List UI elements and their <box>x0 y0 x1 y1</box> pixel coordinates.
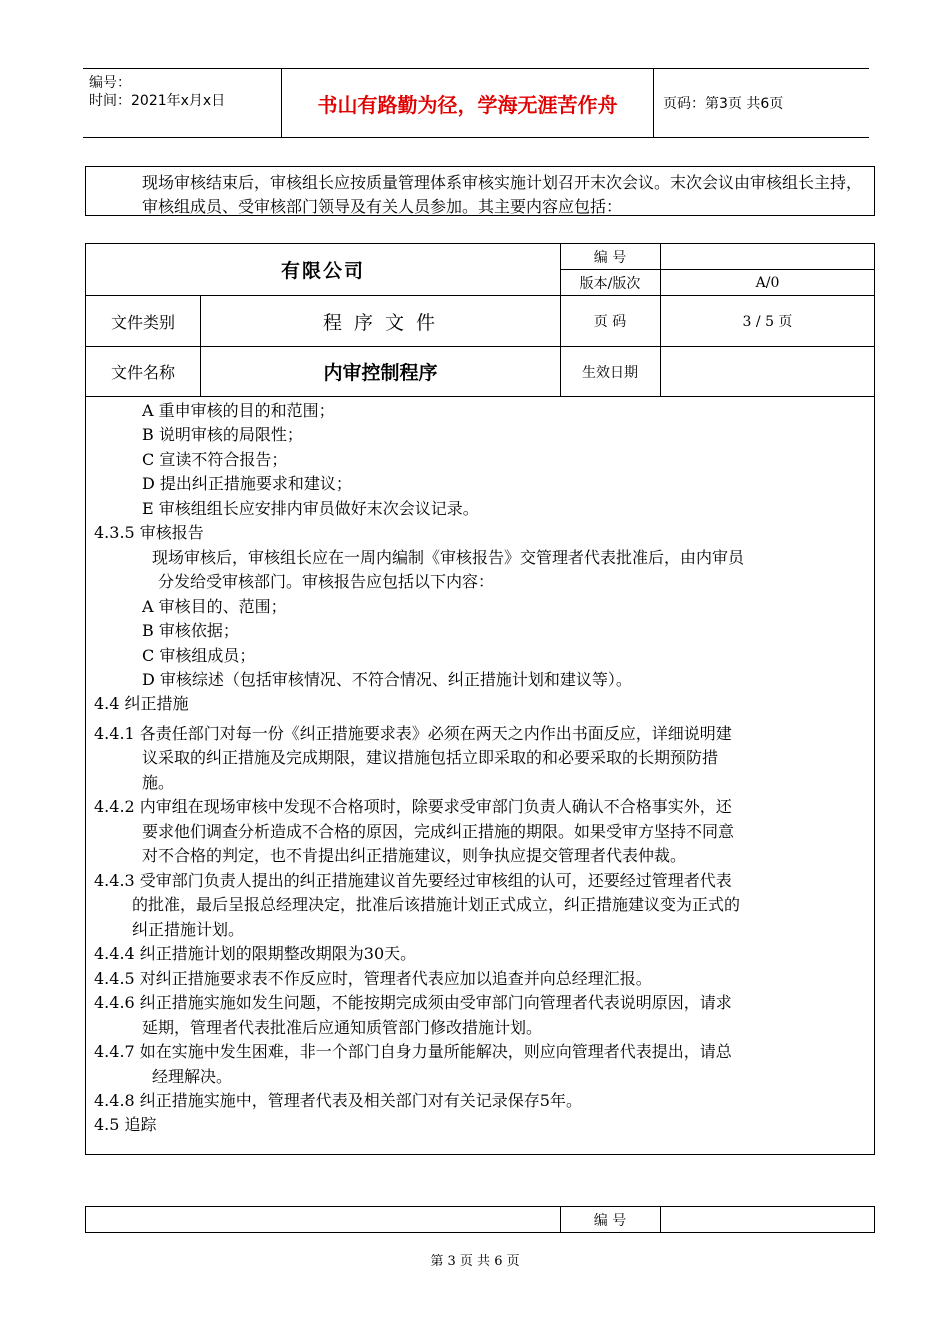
document-table <box>85 243 875 1155</box>
number-value <box>661 244 874 269</box>
body-line: 现场审核后，审核组长应在一周内编制《审核报告》交管理者代表批准后，由内审员 <box>152 548 745 567</box>
body-line: 4.4.8 纠正措施实施中，管理者代表及相关部门对有关记录保存5年。 <box>94 1091 582 1110</box>
body-line: 施。 <box>142 773 175 792</box>
body-line: 4.4.7 如在实施中发生困难，非一个部门自身力量所能解决，则应向管理者代表提出，请总 <box>94 1042 732 1061</box>
body-line: 议采取的纠正措施及完成期限，建议措施包括立即采取的和必要采取的长期预防措 <box>142 748 719 767</box>
page-value: 3 / 5 页 <box>742 314 793 330</box>
body-line: 4.4.4 纠正措施计划的限期整改期限为30天。 <box>94 944 417 963</box>
intro-text: 现场审核结束后，审核组长应按质量管理体系审核实施计划召开末次会议。末次会议由审核组长主持，审核组成员、受审核部门领导及有关人员参加。其主要内容应包括： <box>142 173 863 216</box>
body-line: 4.4.2 内审组在现场审核中发现不合格项时，除要求受审部门负责人确认不合格事实外，还 <box>94 797 732 816</box>
body-line: C 审核组成员； <box>142 646 256 665</box>
company-name: 有限公司 <box>280 260 365 282</box>
body-line: A 审核目的、范围； <box>142 597 287 616</box>
header-meta <box>83 69 282 137</box>
header-page-info: 页码：第3页 共6页 <box>663 96 784 112</box>
body-line: 延期，管理者代表批准后应通知质管部门修改措施计划。 <box>142 1018 543 1037</box>
body-line: C 宣读不符合报告； <box>142 450 288 469</box>
version-label: 版本/版次 <box>579 275 641 292</box>
body-line: 要求他们调查分析造成不合格的原因，完成纠正措施的期限。如果受审方坚持不同意 <box>142 822 735 841</box>
body-line: B 审核依据； <box>142 621 239 640</box>
intro-box <box>85 166 875 216</box>
body-line: 4.4.5 对纠正措施要求表不作反应时，管理者代表应加以追查并向总经理汇报。 <box>94 969 652 988</box>
section-heading: 4.4 纠正措施 <box>94 694 189 713</box>
header-number-label: 编号： <box>89 75 131 91</box>
body-line: 分发给受审核部门。审核报告应包括以下内容： <box>158 572 495 591</box>
header-motto: 书山有路勤为径，学海无涯苦作舟 <box>282 69 654 137</box>
category-value: 程 序 文 件 <box>322 311 439 334</box>
document-title: 内审控制程序 <box>323 362 438 384</box>
body-line: 4.4.6 纠正措施实施如发生问题，不能按期完成须由受审部门向管理者代表说明原因，请求 <box>94 993 732 1012</box>
page-number: 第 3 页 共 6 页 <box>430 1254 520 1269</box>
number-label: 编 号 <box>593 249 627 266</box>
category-label: 文件类别 <box>110 312 175 332</box>
footer-number-label: 编 号 <box>593 1212 627 1229</box>
page-header <box>83 68 869 138</box>
version-value: A/0 <box>755 274 780 291</box>
body-line: D 审核综述（包括审核情况、不符合情况、纠正措施计划和建议等）。 <box>142 670 632 689</box>
grid-line <box>660 1207 661 1232</box>
body-line: 4.4.3 受审部门负责人提出的纠正措施建议首先要经过审核组的认可，还要经过管理者代表 <box>94 871 732 890</box>
body-line: E 审核组组长应安排内审员做好末次会议记录。 <box>142 499 479 518</box>
body-line: A 重申审核的目的和范围； <box>142 401 335 420</box>
footer-table <box>85 1206 875 1233</box>
body-line: D 提出纠正措施要求和建议； <box>142 474 352 493</box>
body-line: 纠正措施计划。 <box>132 920 245 939</box>
effective-date-label: 生效日期 <box>582 364 638 381</box>
effective-date-value <box>661 347 874 396</box>
grid-line <box>86 396 874 397</box>
body-line: 对不合格的判定，也不肯提出纠正措施建议，则争执应提交管理者代表仲裁。 <box>142 846 687 865</box>
body-line: 4.4.1 各责任部门对每一份《纠正措施要求表》必须在两天之内作出书面反应，详细说明建 <box>94 724 732 743</box>
section-heading: 4.3.5 审核报告 <box>94 523 204 542</box>
body-line: 经理解决。 <box>152 1067 233 1086</box>
section-heading: 4.5 追踪 <box>94 1115 157 1134</box>
body-line: B 说明审核的局限性； <box>142 425 303 444</box>
name-label: 文件名称 <box>110 363 175 382</box>
body-line: 的批准，最后呈报总经理决定，批准后该措施计划正式成立，纠正措施建议变为正式的 <box>132 895 741 914</box>
header-time-label: 时间：2021年x月x日 <box>89 93 226 109</box>
page-label: 页 码 <box>593 314 627 330</box>
